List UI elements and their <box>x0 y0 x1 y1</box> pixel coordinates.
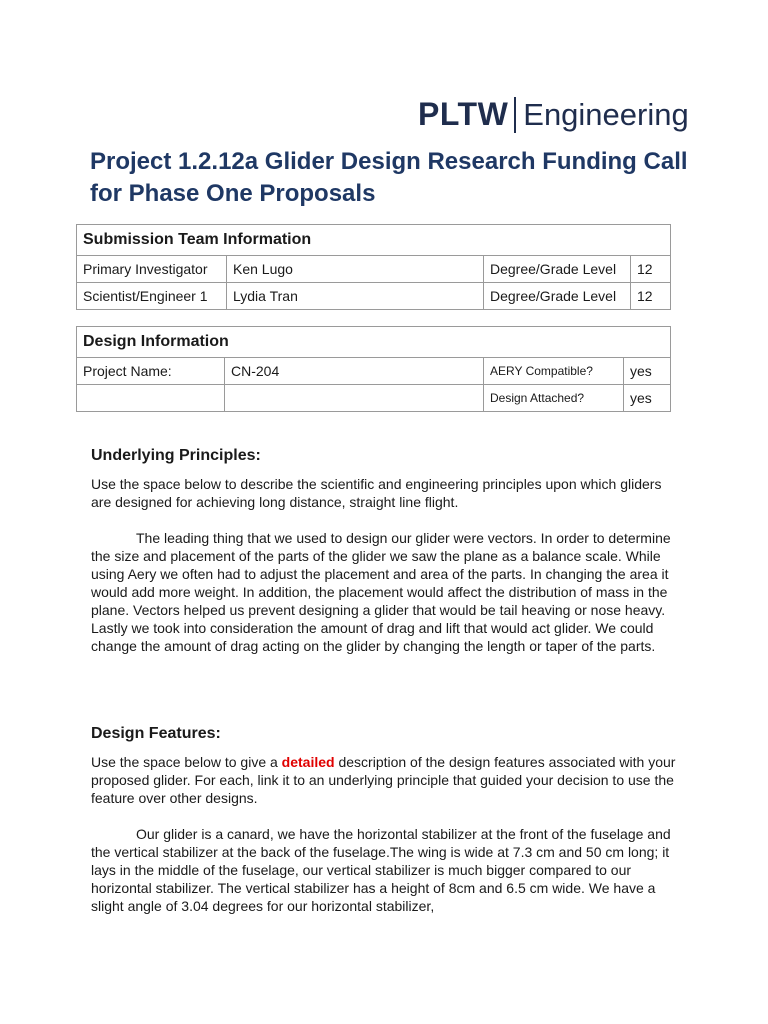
empty-cell <box>225 385 484 412</box>
design-table-header: Design Information <box>77 327 671 358</box>
pltw-logo <box>418 96 689 133</box>
project-label-cell: Project Name: <box>77 358 225 385</box>
team-table-header: Submission Team Information <box>77 225 671 256</box>
name-cell[interactable]: Ken Lugo <box>227 256 484 283</box>
features-prompt-after: description of the design features associated with your proposed glider. For each, link it to an underlying principle that guided your decision to use the feature over other designs. <box>91 754 676 806</box>
features-answer[interactable]: Our glider is a canard, we have the horizontal stabilizer at the front of the fuselage and the vertical stabilizer at the back of the fuselage.The wing is wide at 7.3 cm and 50 cm long; it lays in the middle of the fuselage, our vertical stabilizer is much bigger compared to our horizontal stabilizer. The vertical stabilizer has a height of 8cm and 6.5 cm wide. We have a slight angle of 3.04 degrees for our horizontal stabilizer, <box>91 826 671 914</box>
role-cell: Primary Investigator <box>77 256 227 283</box>
table-row <box>77 385 671 412</box>
level-cell[interactable]: 12 <box>631 256 671 283</box>
team-info-table <box>76 224 671 310</box>
project-name-cell[interactable]: CN-204 <box>225 358 484 385</box>
table-row <box>77 358 671 385</box>
level-label-cell: Degree/Grade Level <box>484 256 631 283</box>
attached-label-cell: Design Attached? <box>484 385 624 412</box>
design-info-table <box>76 326 671 412</box>
level-cell[interactable]: 12 <box>631 283 671 310</box>
features-prompt <box>91 753 681 807</box>
principles-answer[interactable]: The leading thing that we used to design our glider were vectors. In order to determine the size and placement of the parts of the glider we saw the plane as a balance scale. While using Aery we often had to adjust the placement and area of the parts. In changing the area it would add more weight. In addition, the placement would affect the distribution of mass in the plane. Vectors helped us prevent designing a glider that would be tail heaving or nose heavy. Lastly we took into consideration the amount of drag and lift that would act glider. We could change the amount of drag acting on the glider by changing the length or taper of the parts. <box>91 530 671 654</box>
features-prompt-emphasis: detailed <box>281 754 335 770</box>
logo-brand: PLTW <box>418 96 509 132</box>
attached-value-cell[interactable]: yes <box>624 385 671 412</box>
features-prompt-before: Use the space below to give a <box>91 754 282 770</box>
aery-value-cell[interactable]: yes <box>624 358 671 385</box>
role-cell: Scientist/Engineer 1 <box>77 283 227 310</box>
features-heading: Design Features: <box>91 725 221 742</box>
empty-cell <box>77 385 225 412</box>
principles-heading: Underlying Principles: <box>91 447 261 464</box>
principles-prompt: Use the space below to describe the scientific and engineering principles upon which gliders are designed for achieving long distance, straight line flight. <box>91 476 662 510</box>
name-cell[interactable]: Lydia Tran <box>227 283 484 310</box>
table-row <box>77 283 671 310</box>
page-title: Project 1.2.12a Glider Design Research Funding Call for Phase One Proposals <box>90 148 688 207</box>
logo-divider <box>514 97 516 133</box>
level-label-cell: Degree/Grade Level <box>484 283 631 310</box>
table-row <box>77 256 671 283</box>
aery-label-cell: AERY Compatible? <box>484 358 624 385</box>
logo-sub: Engineering <box>523 96 689 132</box>
